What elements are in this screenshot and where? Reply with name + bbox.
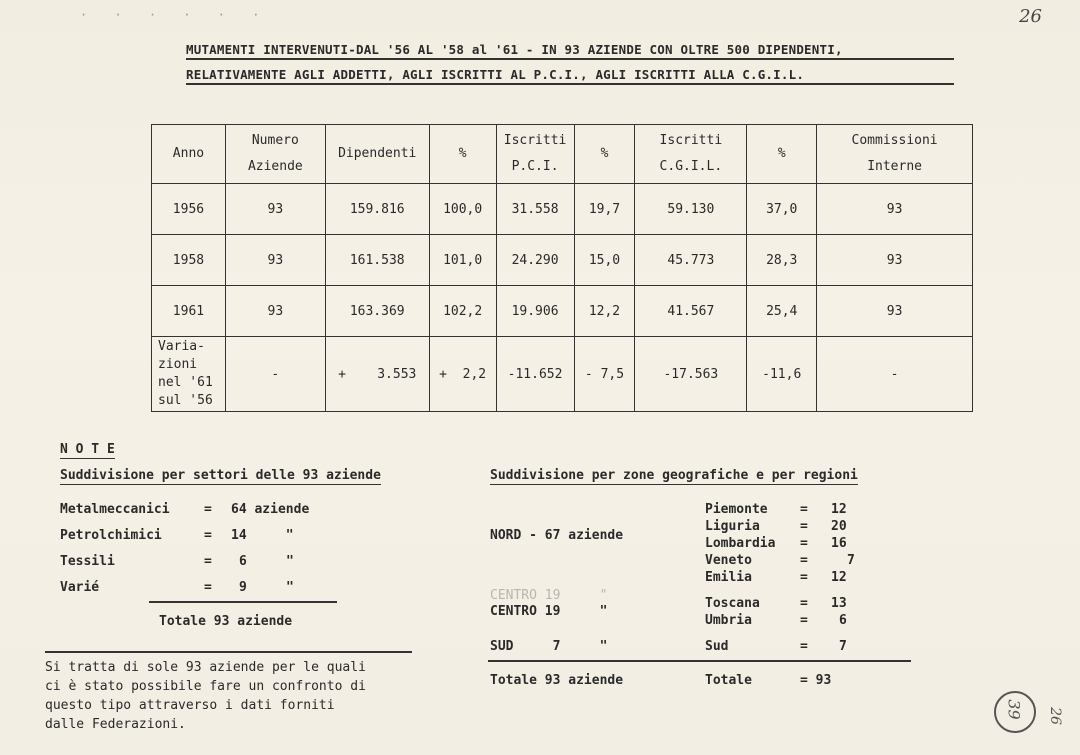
settore-name: Varié xyxy=(60,580,100,595)
cell-pci: 24.290 xyxy=(496,235,574,286)
table-row xyxy=(152,235,973,286)
zone-total-rule xyxy=(488,660,911,662)
region-eq: = xyxy=(800,536,808,551)
settore-eq: = xyxy=(204,502,212,517)
region-name: Emilia xyxy=(705,570,752,585)
region-value: 12 xyxy=(831,570,847,585)
cell-pct-1: 101,0 xyxy=(429,235,496,286)
cell-dipendenti: 161.538 xyxy=(325,235,429,286)
zone-total-left: Totale 93 aziende xyxy=(490,673,624,688)
var-pct-1: + 2,2 xyxy=(429,337,496,412)
note-heading: N O T E xyxy=(60,442,115,457)
settore-name: Tessili xyxy=(60,554,115,569)
header-dipendenti: Dipendenti xyxy=(325,125,429,184)
region-name: Lombardia xyxy=(705,536,776,551)
cell-pct-3: 25,4 xyxy=(747,286,817,337)
settori-total: Totale 93 aziende xyxy=(159,614,293,629)
region-value: 16 xyxy=(831,536,847,551)
cell-aziende: 93 xyxy=(225,235,325,286)
var-commissioni: - xyxy=(817,337,973,412)
cell-cgil: 59.130 xyxy=(635,184,747,235)
cell-dipendenti: 159.816 xyxy=(325,184,429,235)
settore-eq: = xyxy=(204,528,212,543)
header-pct-3: % xyxy=(747,125,817,184)
cell-anno: 1958 xyxy=(152,235,226,286)
settore-value: 9 " xyxy=(239,580,294,595)
region-eq: = xyxy=(800,570,808,585)
zone-total-value: = 93 xyxy=(800,673,832,688)
title-underline-2 xyxy=(186,83,954,85)
title-underline-1 xyxy=(186,58,954,60)
title-line-2: RELATIVAMENTE AGLI ADDETTI, AGLI ISCRITTI AL P.C.I., AGLI ISCRITTI ALLA C.G.I.L. xyxy=(186,67,805,82)
cell-pct-1: 100,0 xyxy=(429,184,496,235)
cell-pct-3: 37,0 xyxy=(747,184,817,235)
region-eq: = xyxy=(800,613,808,628)
region-name: Sud xyxy=(705,639,729,654)
region-eq: = xyxy=(800,502,808,517)
settore-name: Metalmeccanici xyxy=(60,502,170,517)
page-number: 26 xyxy=(1019,6,1042,27)
region-value: 20 xyxy=(831,519,847,534)
table-row xyxy=(152,184,973,235)
region-eq: = xyxy=(800,639,808,654)
centro-label: CENTRO 19 " xyxy=(490,604,608,619)
data-table xyxy=(151,124,973,412)
cell-anno: 1956 xyxy=(152,184,226,235)
var-cgil: -17.563 xyxy=(635,337,747,412)
variazioni-row xyxy=(152,337,973,412)
settore-eq: = xyxy=(204,554,212,569)
var-pct-3: -11,6 xyxy=(747,337,817,412)
cell-aziende: 93 xyxy=(225,184,325,235)
cell-aziende: 93 xyxy=(225,286,325,337)
region-value: 12 xyxy=(831,502,847,517)
settore-value: 6 " xyxy=(239,554,294,569)
settore-value: 64 aziende xyxy=(231,502,310,517)
region-value: 7 xyxy=(847,553,855,568)
side-page-number: 26 xyxy=(1046,707,1063,725)
cell-pci: 31.558 xyxy=(496,184,574,235)
nord-label: NORD - 67 aziende xyxy=(490,528,624,543)
footnote-rule xyxy=(45,651,412,653)
settore-value: 14 " xyxy=(231,528,294,543)
region-value: 7 xyxy=(839,639,847,654)
variazioni-label: Varia- zioni nel '61 sul '56 xyxy=(152,337,226,412)
header-pct-1: % xyxy=(429,125,496,184)
region-eq: = xyxy=(800,519,808,534)
footnote-line: ci è stato possibile fare un confronto di xyxy=(45,679,366,694)
zone-total-label: Totale xyxy=(705,673,752,688)
header-iscritti-cgil: Iscritti C.G.I.L. xyxy=(635,125,747,184)
region-name: Veneto xyxy=(705,553,752,568)
sud-label: SUD 7 " xyxy=(490,639,608,654)
header-numero-aziende: Numero Aziende xyxy=(225,125,325,184)
region-eq: = xyxy=(800,553,808,568)
region-name: Toscana xyxy=(705,596,760,611)
cell-pct-1: 102,2 xyxy=(429,286,496,337)
settori-title: Suddivisione per settori delle 93 aziende xyxy=(60,468,381,483)
centro-struck: CENTRO 19 " xyxy=(490,588,608,603)
cell-cgil: 45.773 xyxy=(635,235,747,286)
cell-commissioni: 93 xyxy=(817,184,973,235)
table-row xyxy=(152,286,973,337)
var-pct-2: - 7,5 xyxy=(574,337,635,412)
cell-dipendenti: 163.369 xyxy=(325,286,429,337)
settori-total-rule xyxy=(149,601,337,603)
cell-pct-2: 19,7 xyxy=(574,184,635,235)
header-commissioni: Commissioni Interne xyxy=(817,125,973,184)
var-aziende: - xyxy=(225,337,325,412)
footnote-line: dalle Federazioni. xyxy=(45,717,186,732)
cell-cgil: 41.567 xyxy=(635,286,747,337)
settore-eq: = xyxy=(204,580,212,595)
table-header-row xyxy=(152,125,973,184)
footnote-line: Si tratta di sole 93 aziende per le quali xyxy=(45,660,366,675)
zone-title: Suddivisione per zone geografiche e per regioni xyxy=(490,468,858,483)
archive-stamp-number: 39 xyxy=(1004,699,1024,720)
var-pci: -11.652 xyxy=(496,337,574,412)
settore-name: Petrolchimici xyxy=(60,528,162,543)
cell-commissioni: 93 xyxy=(817,235,973,286)
scan-noise: · · · · · · xyxy=(80,8,270,22)
cell-pct-2: 15,0 xyxy=(574,235,635,286)
header-iscritti-pci: Iscritti P.C.I. xyxy=(496,125,574,184)
header-pct-2: % xyxy=(574,125,635,184)
region-name: Piemonte xyxy=(705,502,768,517)
cell-pct-2: 12,2 xyxy=(574,286,635,337)
region-eq: = xyxy=(800,596,808,611)
region-name: Liguria xyxy=(705,519,760,534)
var-dipendenti: + 3.553 xyxy=(325,337,429,412)
cell-pci: 19.906 xyxy=(496,286,574,337)
cell-commissioni: 93 xyxy=(817,286,973,337)
region-name: Umbria xyxy=(705,613,752,628)
region-value: 6 xyxy=(839,613,847,628)
title-line-1: MUTAMENTI INTERVENUTI-DAL '56 AL '58 al '61 - IN 93 AZIENDE CON OLTRE 500 DIPENDENTI, xyxy=(186,42,843,57)
header-anno: Anno xyxy=(152,125,226,184)
footnote-line: questo tipo attraverso i dati forniti xyxy=(45,698,335,713)
cell-anno: 1961 xyxy=(152,286,226,337)
cell-pct-3: 28,3 xyxy=(747,235,817,286)
region-value: 13 xyxy=(831,596,847,611)
